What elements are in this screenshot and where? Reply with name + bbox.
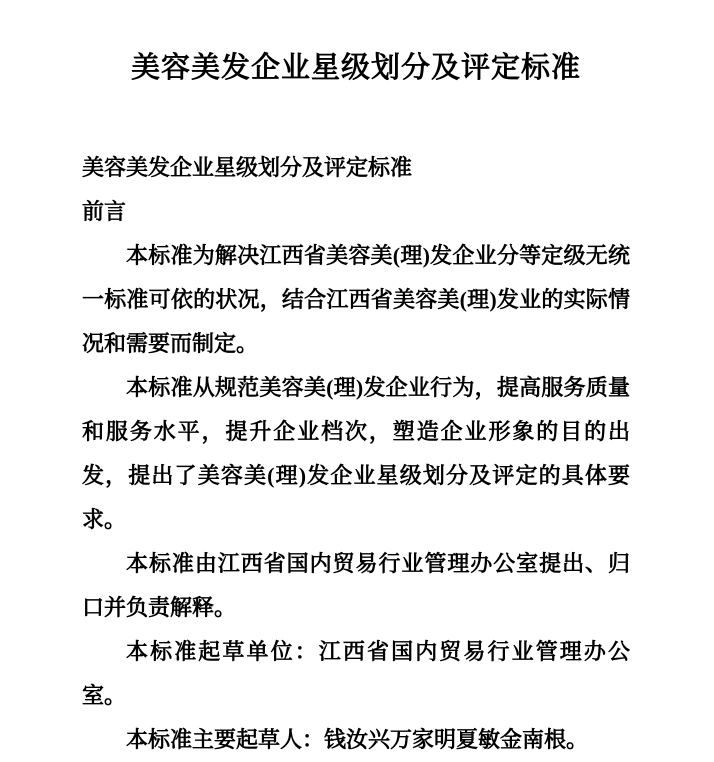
paragraph-foreword-heading: 前言	[82, 199, 127, 224]
document-title: 美容美发企业星级划分及评定标准	[130, 52, 581, 84]
paragraph-scope: 本标准从规范美容美(理)发企业行为，提高服务质量和服务水平，提升企业档次，塑造企业形象的目的出发，提出了美容美(理)发企业星级划分及评定的具体要求。	[82, 375, 630, 532]
document-body	[82, 146, 630, 762]
paragraph-purpose: 本标准为解决江西省美容美(理)发企业分等定级无统一标准可依的状况，结合江西省美容美(理)发业的实际情况和需要而制定。	[82, 243, 630, 356]
paragraph-drafters: 本标准主要起草人：钱汝兴万家明夏敏金南根。	[126, 727, 589, 752]
paragraph-drafting-unit: 本标准起草单位：江西省国内贸易行业管理办公室。	[82, 639, 630, 708]
paragraph-subtitle: 美容美发企业星级划分及评定标准	[82, 155, 413, 180]
paragraph-proposer: 本标准由江西省国内贸易行业管理办公室提出、归口并负责解释。	[82, 551, 630, 620]
